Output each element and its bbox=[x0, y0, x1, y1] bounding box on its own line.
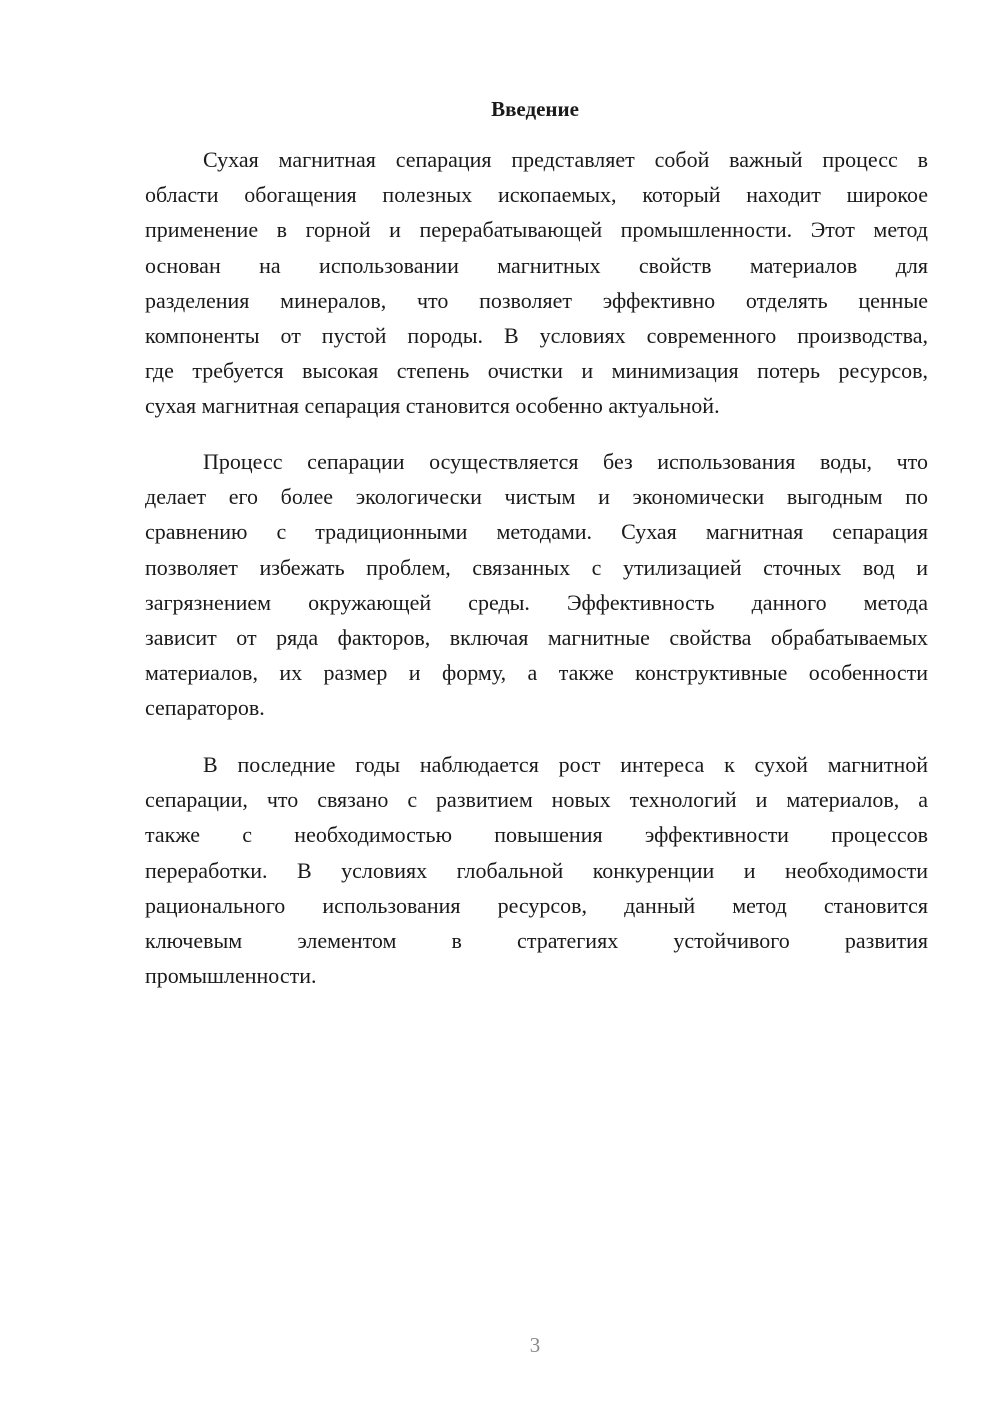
text-line: позволяет избежать проблем, связанных с утилизацией сточных вод и bbox=[145, 554, 928, 580]
text-line: применение в горной и перерабатывающей промышленности. Этот метод bbox=[145, 217, 928, 243]
text-line: переработки. В условиях глобальной конкуренции и необходимости bbox=[145, 857, 928, 883]
text-line: рационального использования ресурсов, данный метод становится bbox=[145, 892, 928, 918]
text-line: разделения минералов, что позволяет эффективно отделять ценные bbox=[145, 287, 928, 313]
text-line: Сухая магнитная сепарация представляет собой важный процесс в bbox=[203, 147, 928, 172]
text-line: сухая магнитная сепарация становится особенно актуальной. bbox=[145, 393, 720, 419]
text-line: загрязнением окружающей среды. Эффективность данного метода bbox=[145, 589, 928, 615]
text-line: где требуется высокая степень очистки и минимизация потерь ресурсов, bbox=[145, 358, 928, 384]
page-number: 3 bbox=[529, 1333, 541, 1357]
text-line: ключевым элементом в стратегиях устойчивого развития bbox=[145, 927, 928, 953]
text-line: области обогащения полезных ископаемых, который находит широкое bbox=[145, 182, 928, 208]
paragraph-3 bbox=[145, 747, 928, 993]
text-line: компоненты от пустой породы. В условиях современного производства, bbox=[145, 322, 928, 348]
text-line: сепараторов. bbox=[145, 695, 265, 721]
text-line: также с необходимостью повышения эффективности процессов bbox=[145, 822, 928, 848]
text-line: основан на использовании магнитных свойств материалов для bbox=[145, 252, 928, 278]
text-line: Процесс сепарации осуществляется без использования воды, что bbox=[203, 449, 928, 474]
text-line: В последние годы наблюдается рост интереса к сухой магнитной bbox=[203, 752, 928, 777]
text-line: сравнению с традиционными методами. Сухая магнитная сепарация bbox=[145, 519, 928, 545]
paragraph-1 bbox=[145, 142, 928, 424]
paragraph-2 bbox=[145, 444, 928, 726]
text-line: зависит от ряда факторов, включая магнитные свойства обрабатываемых bbox=[145, 624, 928, 650]
text-line: материалов, их размер и форму, а также конструктивные особенности bbox=[145, 660, 928, 686]
text-line: сепарации, что связано с развитием новых технологий и материалов, а bbox=[145, 787, 928, 813]
text-line: промышленности. bbox=[145, 963, 317, 989]
text-line: делает его более экологически чистым и экономически выгодным по bbox=[145, 484, 928, 510]
section-title: Введение bbox=[491, 97, 579, 121]
